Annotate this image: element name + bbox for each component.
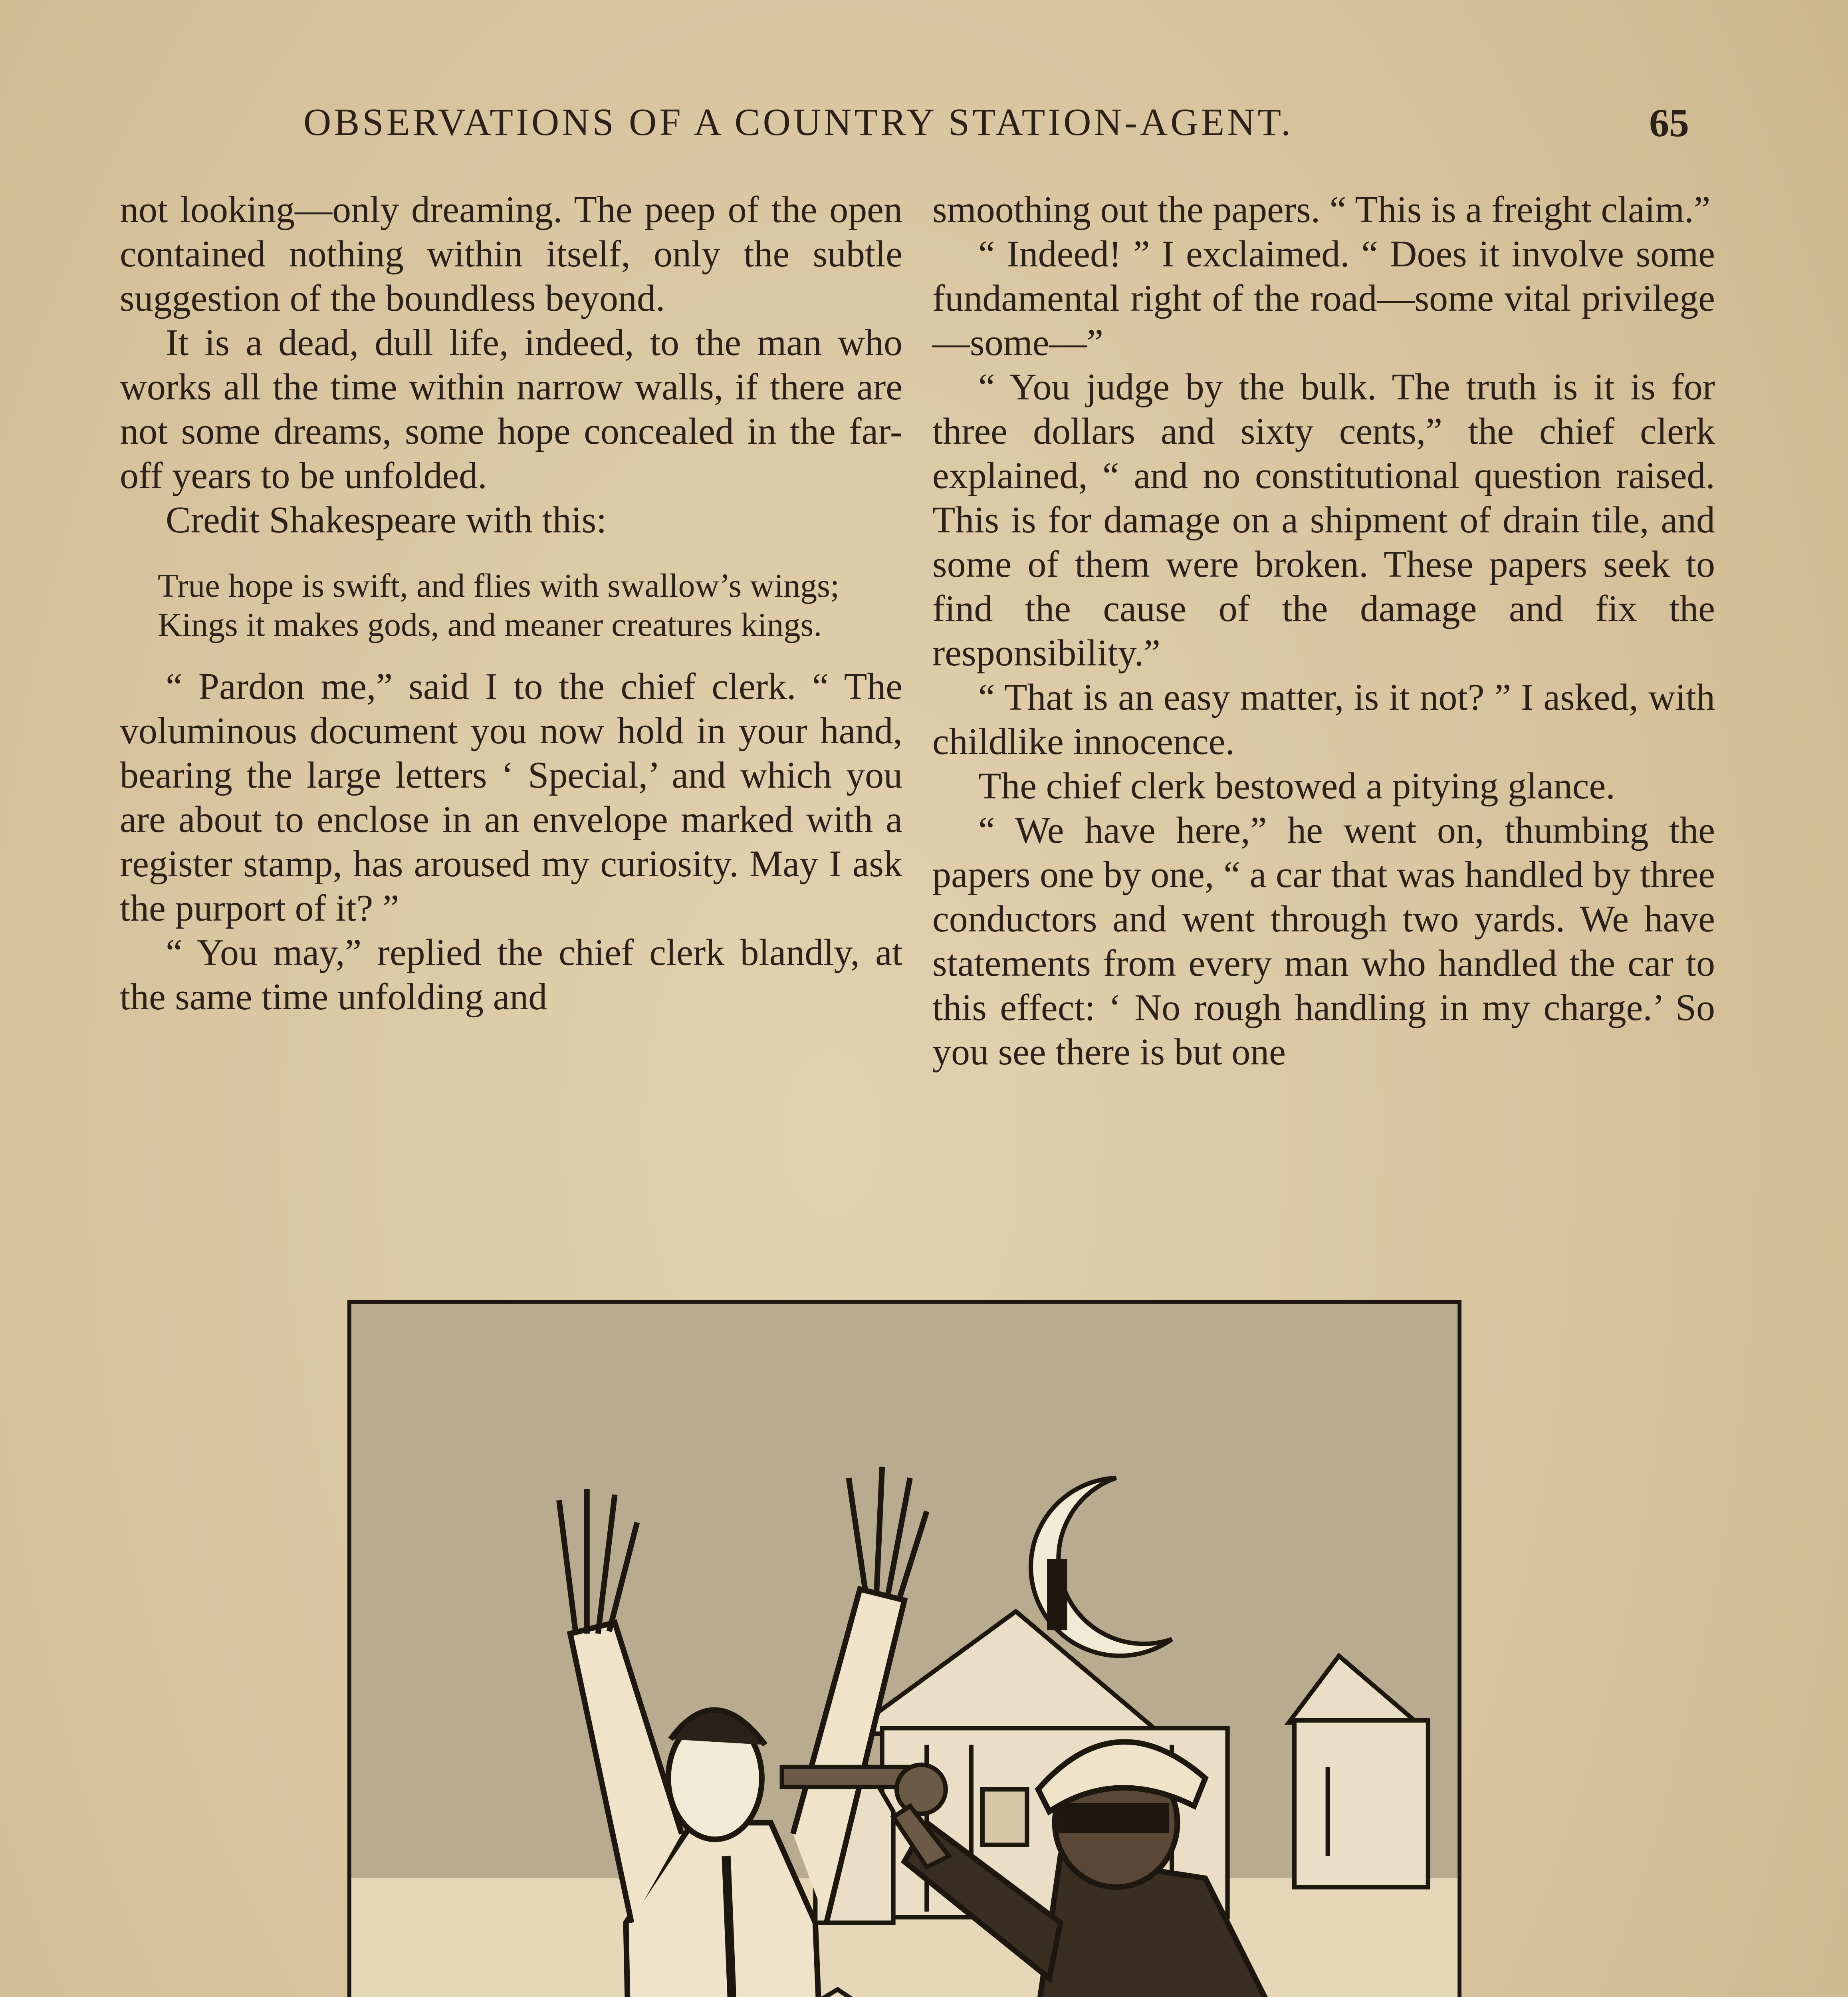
paragraph: “ We have here,” he went on, thumbing the papers one by one, “ a car that was handled by three conductors and went through two yards. We have statements from every man who handled the car to this effect: ‘ No rough handling in my charge.’ So you see there is but one	[932, 810, 1715, 1073]
holdup-illustration	[347, 1300, 1461, 1997]
paragraph: not looking—only dreaming. The peep of the open contained nothing within itself, only the subtle suggestion of the boundless beyond.	[120, 189, 902, 319]
left-column	[120, 188, 902, 1019]
paragraph: Credit Shakespeare with this:	[166, 499, 607, 541]
paragraph: “ You may,” replied the chief clerk blandly, at the same time unfolding and	[120, 932, 902, 1018]
paragraph: It is a dead, dull life, indeed, to the man who works all the time within narrow walls, if there are not some dreams, some hope concealed in the far-off years to be unfolded.	[120, 322, 902, 496]
paragraph: “ Indeed! ” I exclaimed. “ Does it involve some fundamental right of the road—some vital privilege—some—”	[932, 233, 1715, 363]
verse-line: Kings it makes gods, and meaner creatures kings.	[158, 606, 822, 643]
paragraph: “ That is an easy matter, is it not? ” I asked, with childlike innocence.	[932, 677, 1715, 762]
right-column	[932, 188, 1715, 1074]
illustration-drawing	[347, 1300, 1461, 1997]
paragraph: “ Pardon me,” said I to the chief clerk. “ The voluminous document you now hold in your hand, bearing the large letters ‘ Special,’ and which you are about to enclose in an envelope marked with a register stamp, has aroused my curiosity. May I ask the purport of it? ”	[120, 666, 902, 929]
page-number: 65	[1649, 101, 1689, 145]
running-title: OBSERVATIONS OF A COUNTRY STATION-AGENT.	[303, 101, 1294, 143]
running-head	[0, 100, 1848, 148]
paragraph: smoothing out the papers. “ This is a freight claim.”	[932, 189, 1711, 230]
paragraph: “ You judge by the bulk. The truth is it is for three dollars and sixty cents,” the chief clerk explained, “ and no constitutional question raised. This is for damage on a shipment of drain tile, and some of them were broken. These papers seek to find the cause of the damage and fix the responsibility.”	[932, 366, 1715, 674]
paragraph: The chief clerk bestowed a pitying glance.	[978, 765, 1615, 807]
verse-quote	[158, 566, 902, 645]
verse-line: True hope is swift, and flies with swallow’s wings;	[158, 567, 840, 604]
